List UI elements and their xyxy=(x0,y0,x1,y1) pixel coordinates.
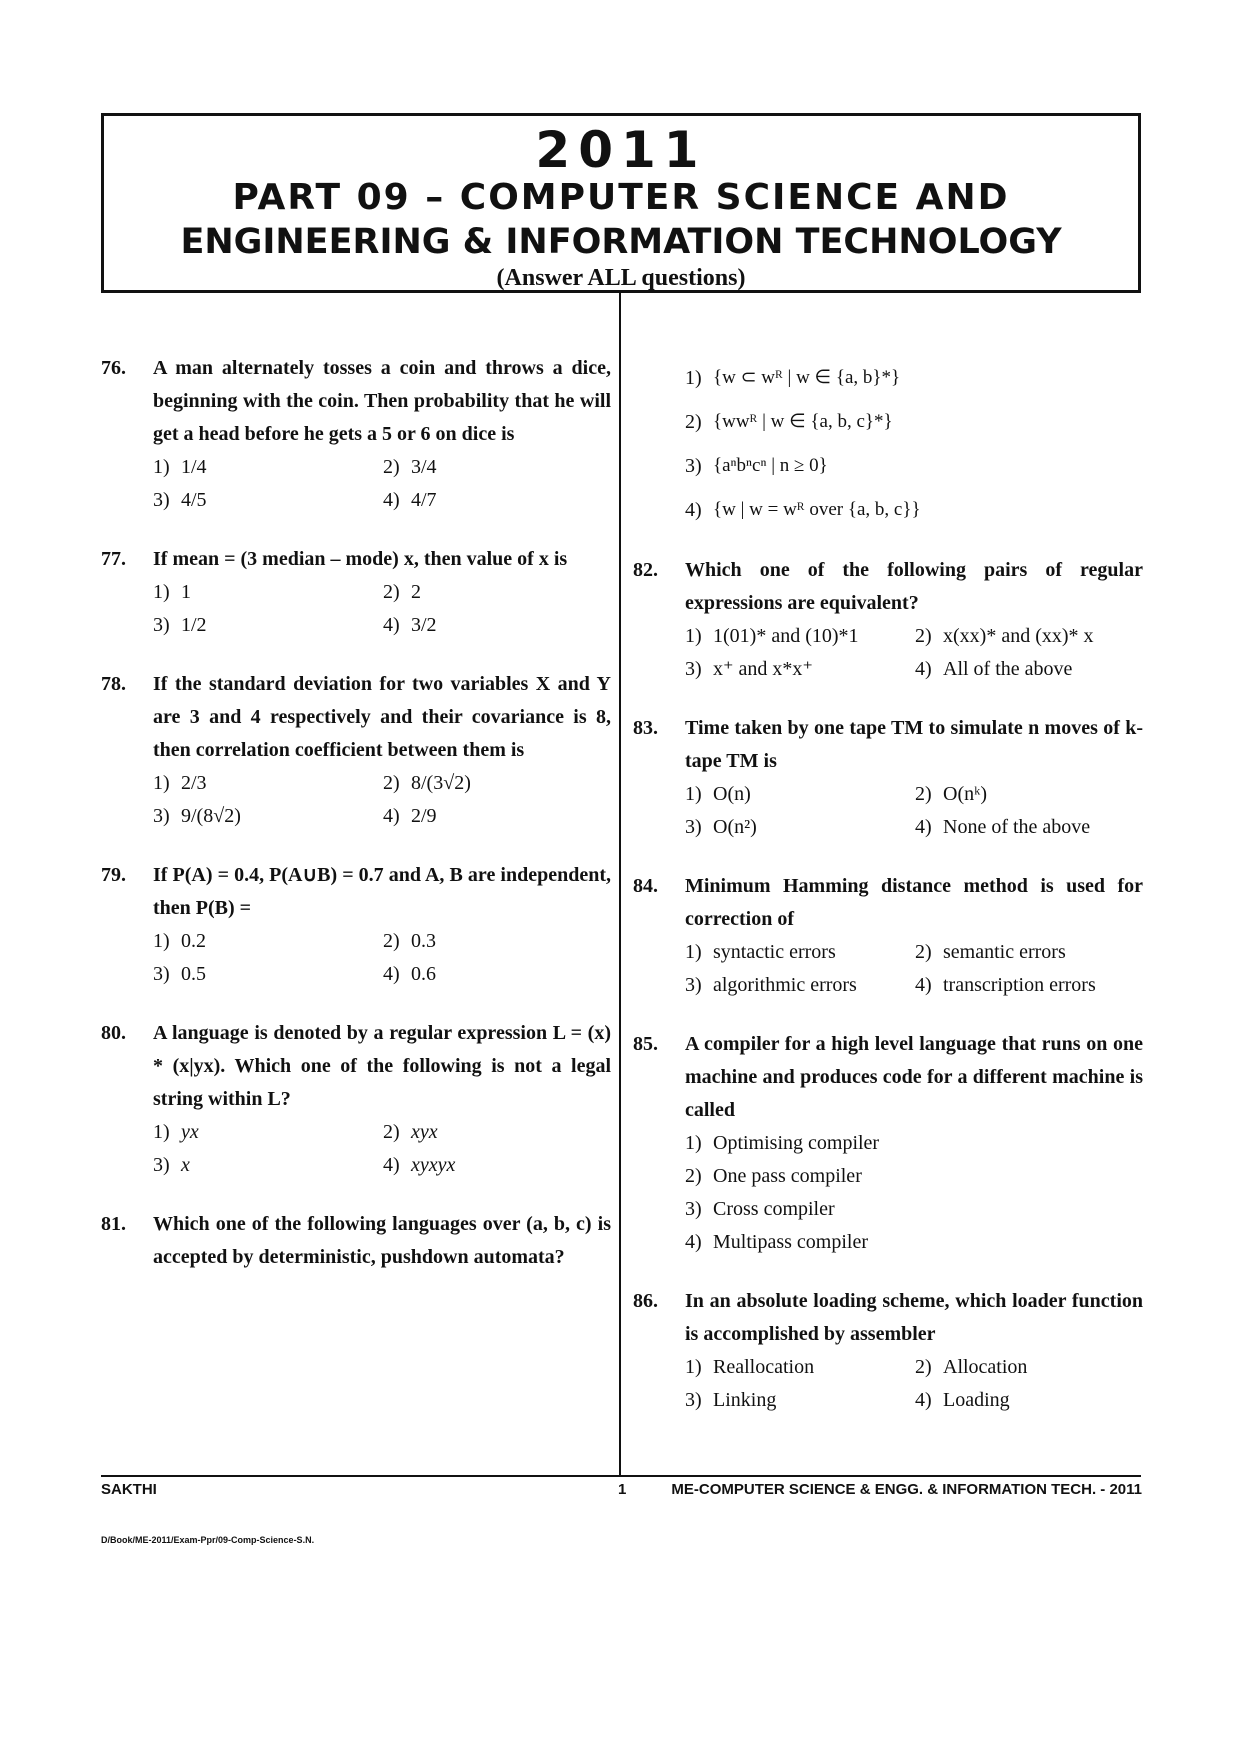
question-text: If the standard deviation for two variables X and Y are 3 and 4 respectively and their covariance is 8, then correlation coefficient between them is xyxy=(153,673,611,761)
question-79 xyxy=(101,859,611,991)
column-divider xyxy=(619,293,621,1476)
option: 3) {aⁿbⁿcⁿ | n ≥ 0} xyxy=(685,455,828,477)
question-text: Time taken by one tape TM to simulate n moves of k-tape TM is xyxy=(685,717,1143,772)
question-number: 78. xyxy=(101,673,126,695)
question-text: A language is denoted by a regular expression L = (x) * (x|yx). Which one of the following is not a legal string within L? xyxy=(153,1022,611,1110)
option: 1) O(n) xyxy=(685,783,751,805)
option: 1) 0.2 xyxy=(153,930,206,952)
question-text: Which one of the following pairs of regular expressions are equivalent? xyxy=(685,559,1143,614)
question-number: 85. xyxy=(633,1033,658,1055)
option: 2) 2 xyxy=(383,581,421,603)
question-85 xyxy=(633,1028,1143,1259)
question-81 xyxy=(101,1208,611,1274)
question-82 xyxy=(633,554,1143,686)
option: 1) Optimising compiler xyxy=(685,1132,880,1154)
option: 4) {w | w = wᴿ over {a, b, c}} xyxy=(685,499,921,521)
option: 2) xyx xyxy=(383,1121,438,1143)
option: 4) Multipass compiler xyxy=(685,1231,868,1253)
option: 2) 8/(3√2) xyxy=(383,772,471,794)
header-box xyxy=(101,113,1141,293)
question-number: 86. xyxy=(633,1290,658,1312)
question-text: Minimum Hamming distance method is used for correction of xyxy=(685,875,1143,930)
right-column xyxy=(633,356,1143,1443)
option: 3) 1/2 xyxy=(153,614,207,636)
option: 4) 4/7 xyxy=(383,489,437,511)
page-number: 1 xyxy=(618,1481,627,1498)
option: 1) Reallocation xyxy=(685,1356,815,1378)
question-86 xyxy=(633,1285,1143,1417)
option: 4) All of the above xyxy=(915,658,1073,680)
question-number: 83. xyxy=(633,717,658,739)
option: 1) 2/3 xyxy=(153,772,207,794)
option: 2) 0.3 xyxy=(383,930,436,952)
option: 3) Linking xyxy=(685,1389,777,1411)
option: 2) 3/4 xyxy=(383,456,437,478)
option: 4) transcription errors xyxy=(915,974,1096,996)
option: 2) {wwᴿ | w ∈ {a, b, c}*} xyxy=(685,411,893,433)
question-number: 81. xyxy=(101,1213,126,1235)
option: 3) 9/(8√2) xyxy=(153,805,241,827)
question-number: 82. xyxy=(633,559,658,581)
question-83 xyxy=(633,712,1143,844)
question-80 xyxy=(101,1017,611,1182)
question-77 xyxy=(101,543,611,642)
question-number: 76. xyxy=(101,357,126,379)
option: 4) 3/2 xyxy=(383,614,437,636)
option: 4) Loading xyxy=(915,1389,1010,1411)
question-text: If P(A) = 0.4, P(A∪B) = 0.7 and A, B are independent, then P(B) = xyxy=(153,864,611,919)
option: 1) {w ⊂ wᴿ | w ∈ {a, b}*} xyxy=(685,367,901,389)
option: 1) 1 xyxy=(153,581,191,603)
option: 3) O(n²) xyxy=(685,816,757,838)
option: 4) 0.6 xyxy=(383,963,436,985)
option: 4) 2/9 xyxy=(383,805,437,827)
document-code: D/Book/ME-2011/Exam-Ppr/09-Comp-Science-S.N. xyxy=(101,1535,315,1545)
option: 1) 1/4 xyxy=(153,456,207,478)
option: 3) Cross compiler xyxy=(685,1198,835,1220)
option: 2) One pass compiler xyxy=(685,1165,862,1187)
footer-rule xyxy=(101,1475,1141,1477)
option: 1) syntactic errors xyxy=(685,941,836,963)
option: 3) algorithmic errors xyxy=(685,974,857,996)
option: 4) xyxyx xyxy=(383,1154,456,1176)
instructions-subtitle: (Answer ALL questions) xyxy=(496,265,746,291)
option: 3) x xyxy=(153,1154,190,1176)
exam-year: 2011 xyxy=(535,121,707,179)
question-76 xyxy=(101,352,611,517)
option: 3) 0.5 xyxy=(153,963,206,985)
option: 4) None of the above xyxy=(915,816,1091,838)
question-number: 84. xyxy=(633,875,658,897)
question-81-options xyxy=(633,356,1143,532)
question-text: If mean = (3 median – mode) x, then value of x is xyxy=(153,548,568,570)
option: 2) Allocation xyxy=(915,1356,1028,1378)
question-text: In an absolute loading scheme, which loader function is accomplished by assembler xyxy=(685,1290,1143,1345)
part-title-line1: PART 09 – COMPUTER SCIENCE AND xyxy=(232,177,1010,218)
option: 2) O(nᵏ) xyxy=(915,783,988,805)
question-number: 77. xyxy=(101,548,126,570)
footer-title: ME-COMPUTER SCIENCE & ENGG. & INFORMATION TECH. - 2011 xyxy=(671,1481,1142,1498)
question-number: 79. xyxy=(101,864,126,886)
option: 2) semantic errors xyxy=(915,941,1066,963)
option: 1) yx xyxy=(153,1121,199,1143)
left-column xyxy=(101,352,611,1300)
question-78 xyxy=(101,668,611,833)
question-text: Which one of the following languages over (a, b, c) is accepted by deterministic, pushdown automata? xyxy=(153,1213,611,1268)
part-title-line2: ENGINEERING & INFORMATION TECHNOLOGY xyxy=(180,222,1062,262)
question-84 xyxy=(633,870,1143,1002)
option: 1) 1(01)* and (10)*1 xyxy=(685,625,859,647)
question-text: A man alternately tosses a coin and throws a dice, beginning with the coin. Then probability that he will get a head before he gets a 5 or 6 on dice is xyxy=(153,357,611,445)
option: 3) 4/5 xyxy=(153,489,207,511)
question-text: A compiler for a high level language that runs on one machine and produces code for a different machine is called xyxy=(685,1033,1143,1121)
option: 2) x(xx)* and (xx)* x xyxy=(915,625,1094,647)
footer-publisher: SAKTHI xyxy=(101,1481,157,1498)
question-number: 80. xyxy=(101,1022,126,1044)
option: 3) x⁺ and x*x⁺ xyxy=(685,658,813,680)
